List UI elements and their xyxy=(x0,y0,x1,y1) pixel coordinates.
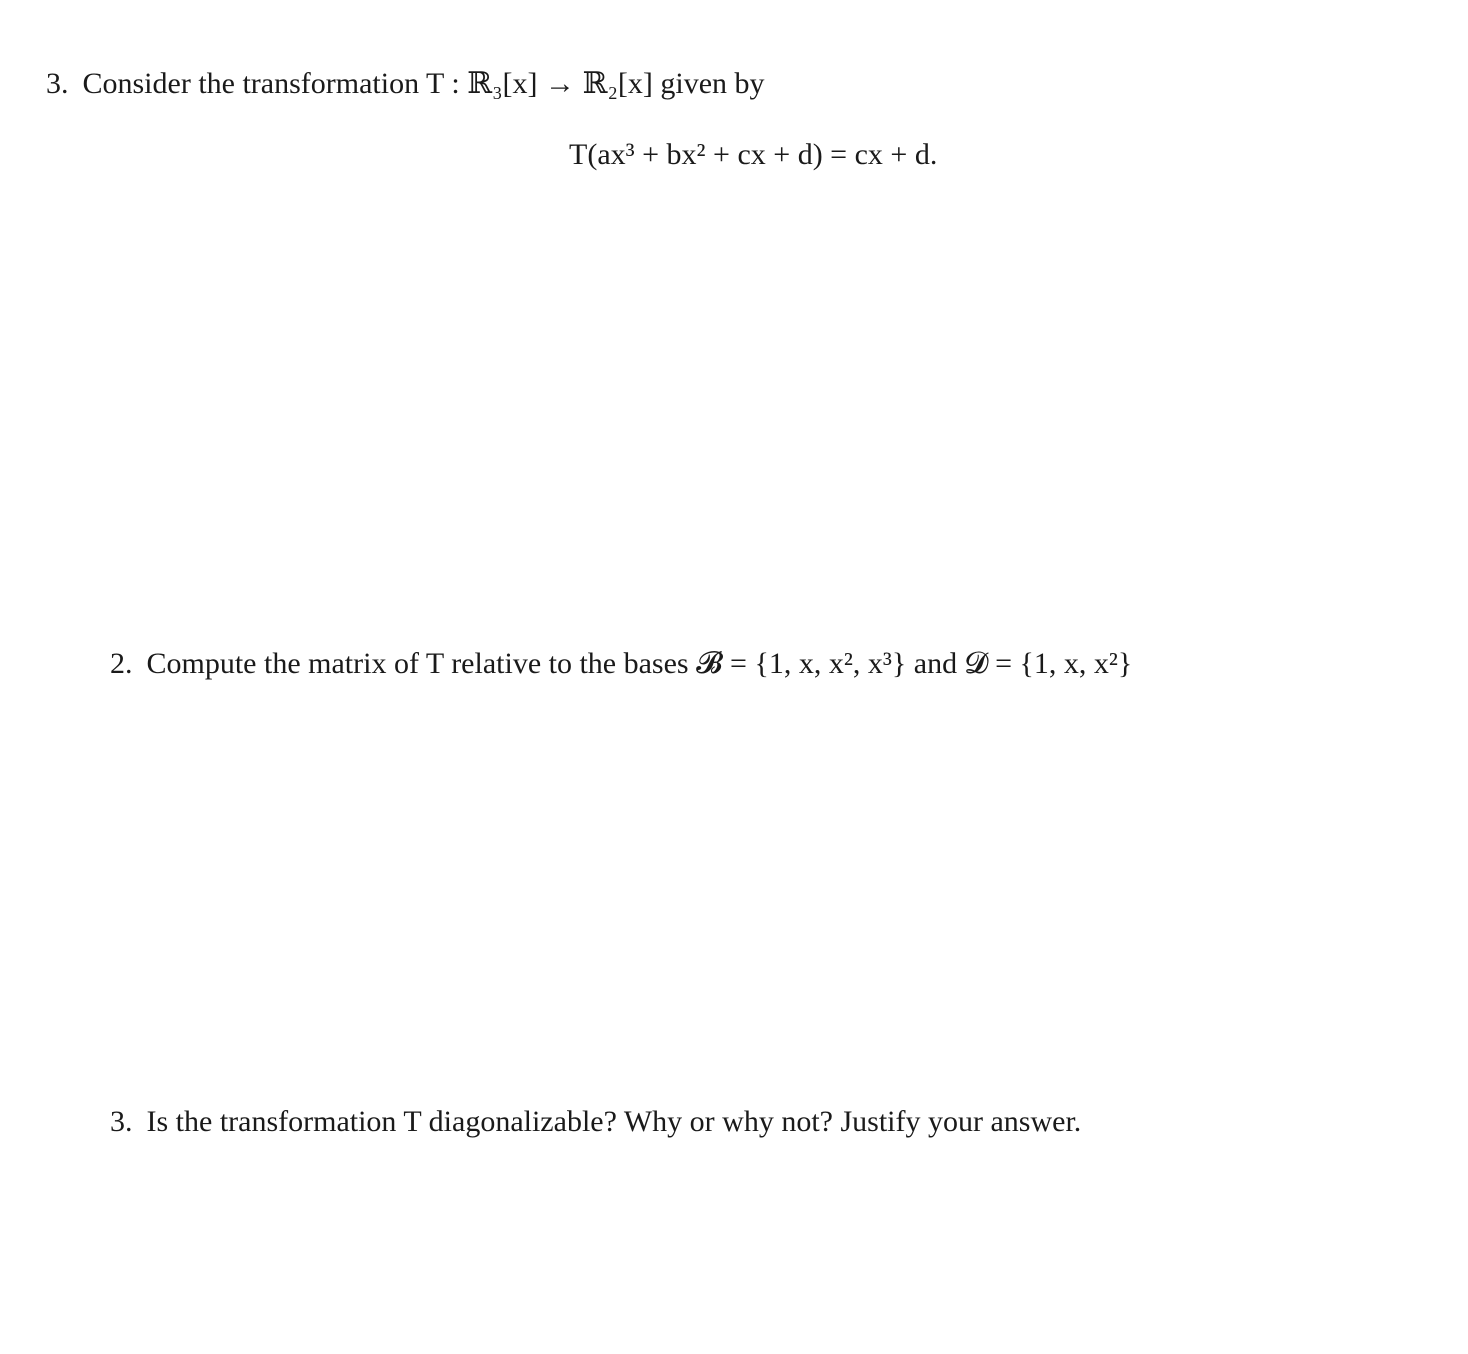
problem-number: 3. xyxy=(46,67,69,100)
part-2-text: Compute the matrix of T relative to the bases 𝓑 = {1, x, x², x³} and 𝓓 = {1, x, x²} xyxy=(146,647,1133,680)
part-3-number: 3. xyxy=(110,1105,133,1138)
problem-text: Consider the transformation T : ℝ₃[x] → ℝ₂[x] given by xyxy=(82,67,765,100)
transformation-formula: T(ax³ + bx² + cx + d) = cx + d. xyxy=(569,138,938,171)
problem-statement xyxy=(46,64,765,104)
part-2 xyxy=(110,644,1132,684)
part-3 xyxy=(110,1102,1081,1142)
part-2-number: 2. xyxy=(110,647,133,680)
part-3-text: Is the transformation T diagonalizable? Why or why not? Justify your answer. xyxy=(146,1105,1082,1138)
